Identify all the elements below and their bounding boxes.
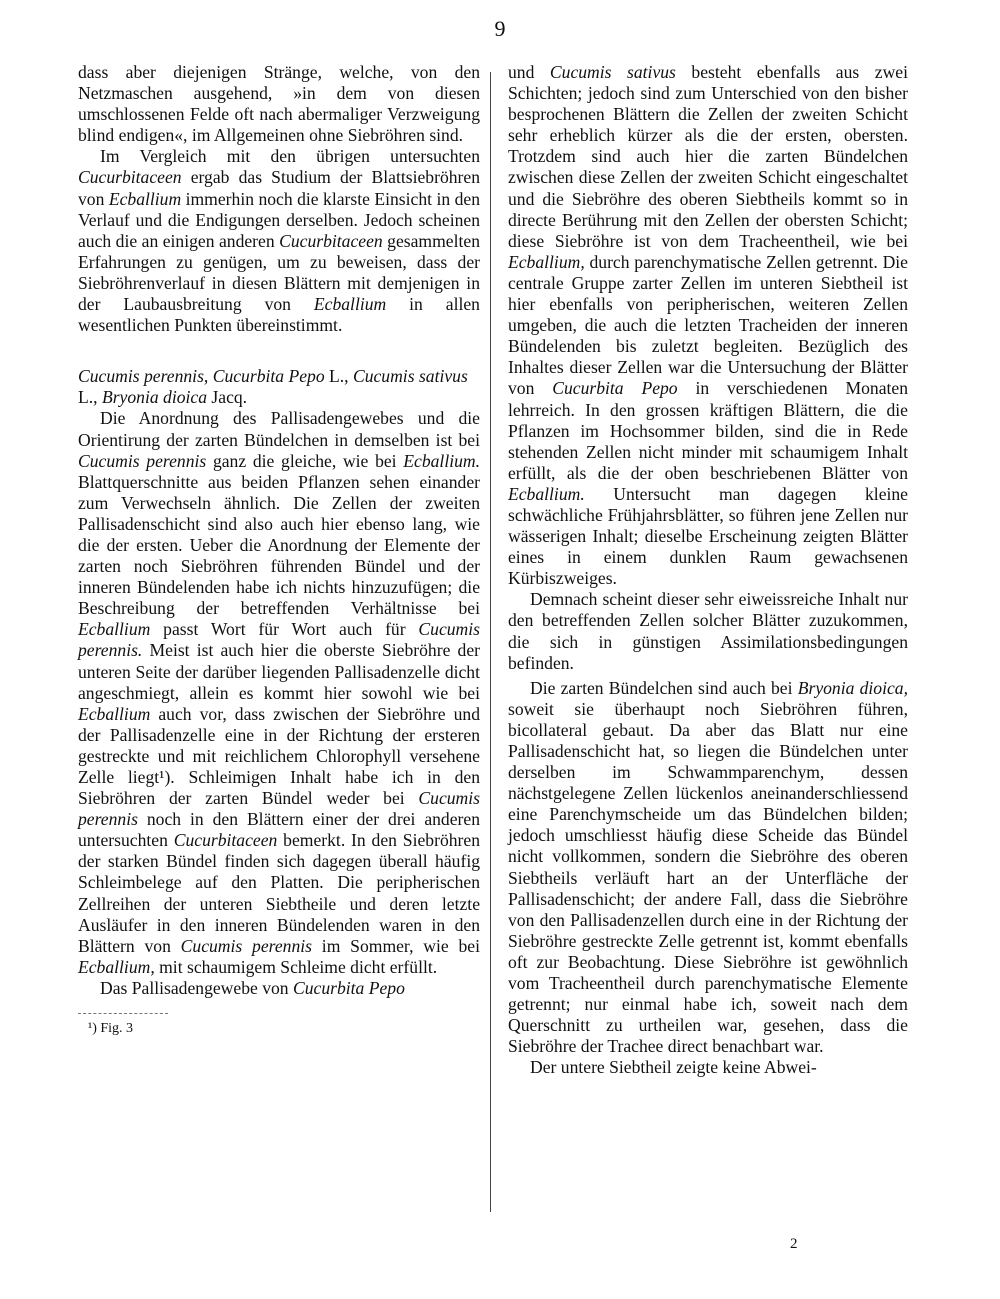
paragraph: Die zarten Bündelchen sind auch bei Bryonia dioica, soweit sie überhaupt noch Siebröhren führen, bicollateral gebaut. Da aber das Blatt nur eine Pallisadenschicht hat, so liegen die Bündelchen unter derselben im Schwammparenchym, dessen nächstgelegene Zellen lückenlos aneinanderschliessend eine Parenchymscheide um das Bündelchen bilden; jedoch umschliesst häufig diese Scheide das Bündel nicht vollkommen, sondern die Siebröhre des oberen Siebtheils verläuft hart an der Unterfläche der Pallisadenschicht; der andere Fall, dass die Siebröhre von den Pallisadenzellen durch eine in der Richtung der Siebröhre gestreckte Zelle getrennt ist, kommt ebenfalls oft zur Beobachtung. Diese Siebröhre ist gewöhnlich vom Tracheentheil durch parenchymatische Elemente getrennt; nur einmal habe ich, soweit nach dem Querschnitt zu urtheilen war, gesehen, dass die Siebröhre der Trachee direct benachbart war. xyxy=(508,677,908,1057)
paragraph: dass aber diejenigen Stränge, welche, von den Netzmaschen ausgehend, »in dem von diesen umschlossenen Felde oft nach abermaliger Verzweigung blind endigen«, im Allgemeinen ohne Siebröhren sind. xyxy=(78,62,480,146)
column-divider xyxy=(490,72,491,1212)
left-column xyxy=(78,62,480,1038)
signature-mark: 2 xyxy=(790,1236,798,1252)
footnote-rule xyxy=(78,1013,168,1014)
paragraph: Die Anordnung des Pallisadengewebes und die Orientirung der zarten Bündelchen in demselben ist bei Cucumis perennis ganz die gleiche, wie bei Ecballium. Blattquerschnitte aus beiden Pflanzen sehen einander zum Verwechseln ähnlich. Die Zellen der zweiten Pallisadenschicht sind also auch hier ebenso lang, wie die der ersten. Ueber die Anordnung der Elemente der zarten noch Siebröhren führenden Bündel und der inneren Bündelenden habe ich nichts hinzuzufügen; die Beschreibung der betreffenden Verhältnisse bei Ecballium passt Wort für Wort auch für Cucumis perennis. Meist ist auch hier die oberste Siebröhre der unteren Seite der darüber liegenden Pallisadenzelle dicht angeschmiegt, allein es kommt hier sowohl wie bei Ecballium auch vor, dass zwischen der Siebröhre und der Pallisadenzelle eine in der Richtung der ersteren gestreckte und mit reichlichem Chlorophyll versehene Zelle liegt¹). Schleimigen Inhalt habe ich in den Siebröhren der zarten Bündel weder bei Cucumis perennis noch in den Blättern einer der drei anderen untersuchten Cucurbitaceen bemerkt. In den Siebröhren der starken Bündel finden sich dagegen überall häufig Schleimbelege auf den Platten. Die peripherischen Zellreihen der unteren Siebtheile und deren letzte Ausläufer in den inneren Bündelenden waren in den Blättern von Cucumis perennis im Sommer, wie bei Ecballium, mit schaumigem Schleime dicht erfüllt. xyxy=(78,408,481,977)
paragraph: Demnach scheint dieser sehr eiweissreiche Inhalt nur den betreffenden Zellen solcher Blätter zuzukommen, die sich in günstigen Assimilationsbedingungen befinden. xyxy=(508,589,908,673)
page-number: 9 xyxy=(494,16,506,41)
paragraph: und Cucumis sativus besteht ebenfalls aus zwei Schichten; jedoch sind zum Unterschied von den bisher besprochenen Blättern die Zellen der zweiten Schicht sehr erheblich kürzer als die der ersten, obersten. Trotzdem sind auch hier die zarten Bündelchen zwischen diese Zellen der zweiten Schicht eingeschaltet und die Siebröhre des oberen Siebtheils kommt so in directe Berührung mit den Zellen der obersten Schicht; diese Siebröhre ist von dem Tracheentheil, wie bei Ecballium, durch parenchymatische Zellen getrennt. Die centrale Gruppe zarter Zellen im unteren Siebtheil ist hier ebenfalls von peripherischen, weiteren Zellen umgeben, die auch die letzten Tracheiden der inneren Bündelenden bis zuletzt begleiten. Bezüglich des Inhaltes dieser Zellen war die Untersuchung der Blätter von Cucurbita Pepo in verschiedenen Monaten lehrreich. In den grossen kräftigen Blättern, die die Pflanzen im Hochsommer bilden, sind die in Rede stehenden Zellen nicht minder mit schaumigem Inhalt erfüllt, als die der oben beschriebenen Blätter von Ecballium. Untersucht man dagegen kleine schwächliche Frühjahrsblätter, so führen jene Zellen nur wässerigen Inhalt; dieselbe Erscheinung zeigten Blätter eines in einem dunklen Raum gewachsenen Kürbiszweiges. xyxy=(508,62,909,589)
section-heading: Cucumis perennis, Cucurbita Pepo L., Cucumis sativus L., Bryonia dioica Jacq. xyxy=(78,366,468,408)
paragraph: Das Pallisadengewebe von Cucurbita Pepo xyxy=(100,977,405,998)
paragraph: Der untere Siebtheil zeigte keine Abwei- xyxy=(530,1057,817,1078)
right-column xyxy=(508,62,908,1079)
paragraph: Im Vergleich mit den übrigen untersuchten Cucurbitaceen ergab das Studium der Blattsiebröhren von Ecballium immerhin noch die klarste Einsicht in den Verlauf und die Endigungen derselben. Jedoch scheinen auch die an einigen anderen Cucurbitaceen gesammelten Erfahrungen zu genügen, um zu beweisen, dass der Siebröhrenverlauf in diesen Blättern mit demjenigen in der Laubausbreitung von Ecballium in allen wesentlichen Punkten übereinstimmt. xyxy=(78,146,480,336)
footnote: ¹) Fig. 3 xyxy=(88,1021,134,1037)
